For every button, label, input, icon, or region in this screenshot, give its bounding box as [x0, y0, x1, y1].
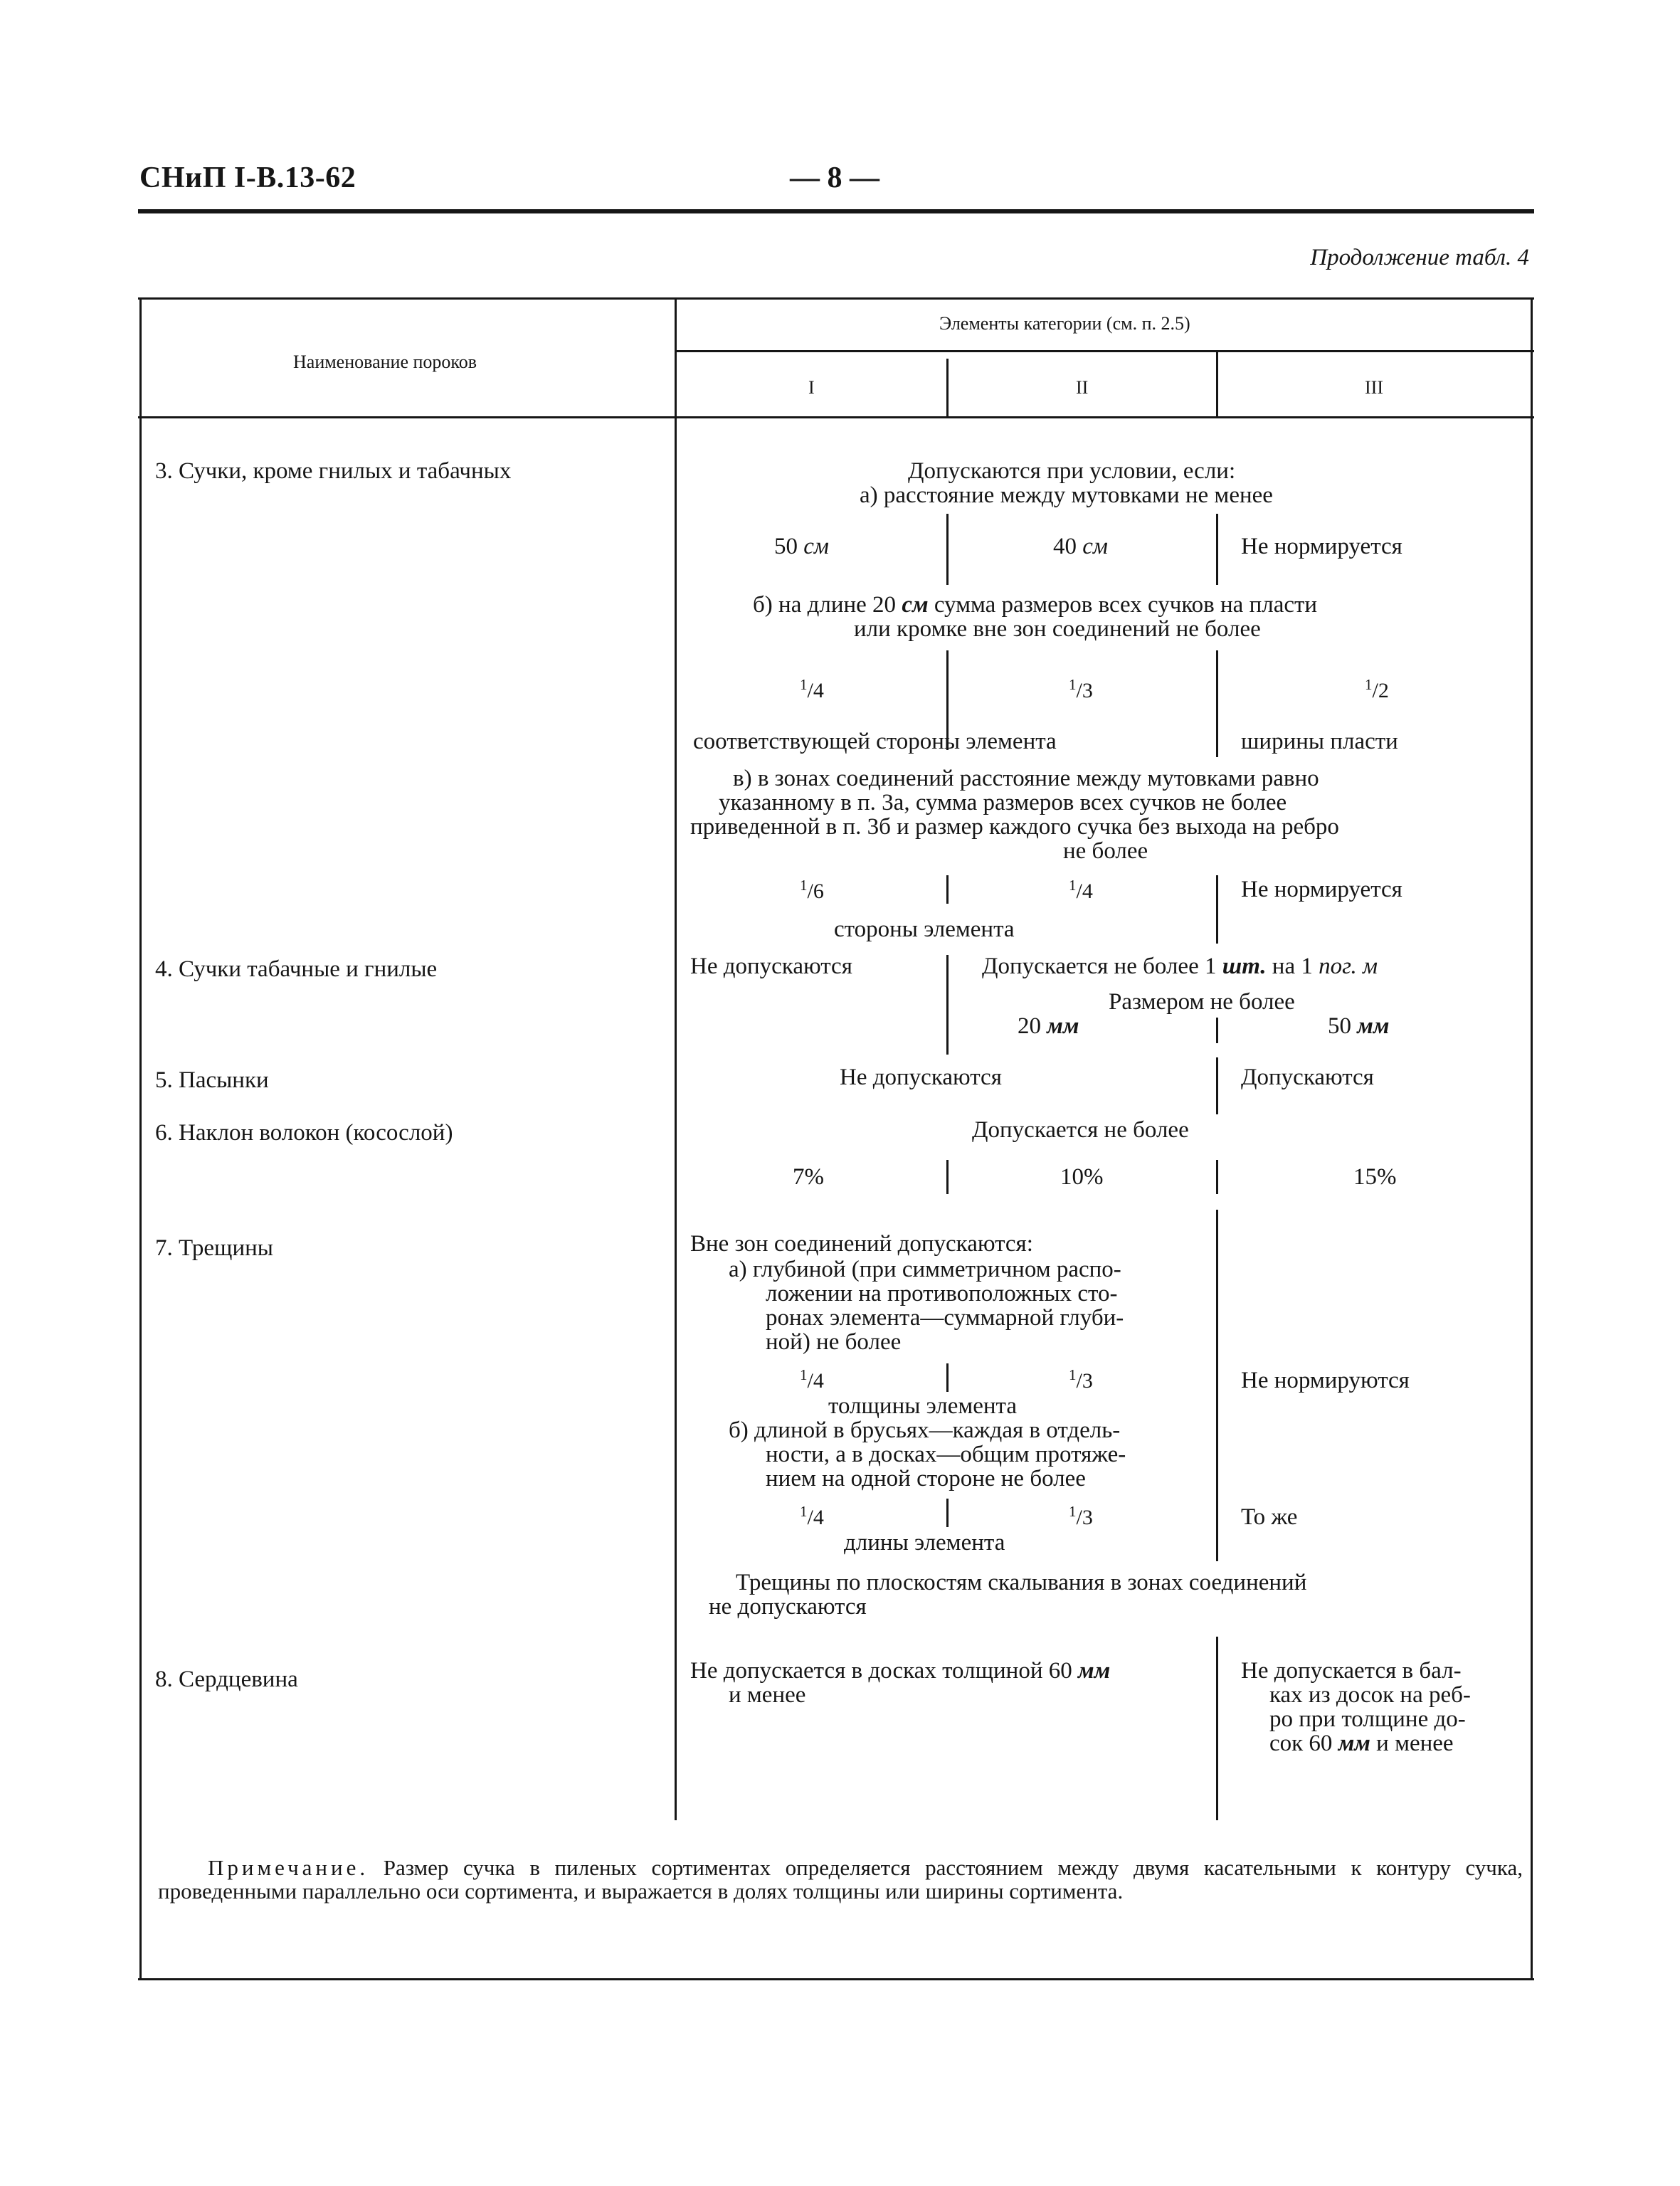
table-top-border: [138, 297, 1534, 300]
cracks-a-divider: [946, 1363, 949, 1392]
knots-condition-intro: Допускаются при условии, если:: [908, 458, 1236, 484]
table-bottom-border: [138, 1978, 1534, 1980]
slope-of-grain-cat1: 7%: [793, 1164, 824, 1190]
knots-a-divider-1: [946, 514, 949, 585]
table-continuation-caption: Продолжение табл. 4: [1310, 245, 1529, 270]
suckers-cat12: Не допускаются: [840, 1065, 1002, 1090]
cracks-a-line3: ронах элемента—суммарной глуби-: [766, 1305, 1124, 1331]
column-header-category-1: I: [808, 377, 815, 398]
defect-name-rotten-knots: 4. Сучки табачные и гнилые: [155, 956, 438, 982]
cracks-shear-note-line2: не допускаются: [709, 1594, 867, 1620]
defect-name-cracks: 7. Трещины: [155, 1235, 273, 1261]
rotten-knots-size-cat3: 50 мм: [1328, 1013, 1390, 1039]
cracks-b-cat3: То же: [1241, 1504, 1298, 1530]
slope-of-grain-divider-1: [946, 1160, 949, 1194]
knots-a-divider-2: [1216, 514, 1218, 585]
cracks-a-line1: а) глубиной (при симметричном распо-: [729, 1257, 1121, 1282]
defect-name-slope-of-grain: 6. Наклон волокон (косослой): [155, 1120, 453, 1146]
header-rule: [138, 209, 1534, 213]
column-header-defects: Наименование пороков: [293, 352, 477, 372]
pith-cat3-line1: Не допускается в бал-: [1241, 1658, 1462, 1684]
footnote-label: Примечание.: [208, 1855, 369, 1880]
rotten-knots-cat23: Допускается не более 1 шт. на 1 пог. м: [982, 954, 1378, 979]
knots-b-cat2-fraction: $^1$/3: [1069, 676, 1093, 702]
knots-b-divider-2: [1216, 650, 1218, 757]
pith-cat3-line3: ро при толщине до-: [1269, 1706, 1466, 1732]
defect-name-suckers: 5. Пасынки: [155, 1067, 269, 1093]
cracks-a-line2: ложении на противоположных сто-: [766, 1281, 1118, 1306]
knots-condition-a: а) расстояние между мутовками не менее: [860, 482, 1273, 508]
pith-cat3-line2: ках из досок на реб-: [1269, 1682, 1471, 1708]
cracks-b-cat2-fraction: $^1$/3: [1069, 1503, 1093, 1529]
cracks-b-line2: ности, а в досках—общим протяже-: [766, 1442, 1126, 1467]
knots-condition-v-line1: в) в зонах соединений расстояние между мутовками равно: [733, 766, 1319, 791]
knots-condition-b-line1: б) на длине 20 см сумма размеров всех сучков на пласти: [753, 592, 1318, 618]
slope-of-grain-divider-2: [1216, 1160, 1218, 1194]
cracks-a-cat3: Не нормируются: [1241, 1368, 1410, 1393]
column-header-categories: Элементы категории (см. п. 2.5): [939, 313, 1190, 334]
cracks-a-thickness-note: толщины элемента: [828, 1393, 1018, 1419]
header-divider-cat2-cat3: [1216, 352, 1218, 417]
pith-divider: [1216, 1637, 1218, 1820]
knots-b-cat1-fraction: $^1$/4: [800, 676, 824, 702]
cracks-a-line4: ной) не более: [766, 1329, 902, 1355]
knots-condition-v-line4: не более: [1063, 838, 1148, 864]
knots-v-divider-2: [1216, 875, 1218, 944]
knots-a-cat1: 50 см: [774, 534, 829, 559]
knots-condition-v-line2: указанному в п. 3а, сумма размеров всех сучков не более: [719, 790, 1287, 815]
knots-v-cat2-fraction: $^1$/4: [1069, 877, 1093, 903]
slope-of-grain-cat2: 10%: [1060, 1164, 1104, 1190]
knots-v-cat1-fraction: $^1$/6: [800, 877, 824, 903]
table-left-border: [139, 297, 142, 1980]
rotten-knots-size-label: Размером не более: [1109, 989, 1295, 1015]
knots-v-divider-1: [946, 875, 949, 904]
cracks-b-line1: б) длиной в брусьях—каждая в отдель-: [729, 1417, 1121, 1443]
suckers-cat3: Допускаются: [1241, 1065, 1374, 1090]
knots-condition-v-line3: приведенной в п. 3б и размер каждого сучка без выхода на ребро: [690, 814, 1339, 840]
knots-v-side-note: стороны элемента: [834, 917, 1015, 942]
cracks-b-divider: [946, 1499, 949, 1527]
page-number: — 8 —: [790, 162, 879, 194]
table-header-bottom-border: [138, 416, 1534, 418]
pith-cat12-line2: и менее: [729, 1682, 806, 1708]
knots-condition-b-line2: или кромке вне зон соединений не более: [854, 616, 1261, 642]
pith-cat3-line4: сок 60 мм и менее: [1269, 1731, 1454, 1756]
pith-cat12-line1: Не допускается в досках толщиной 60 мм: [690, 1658, 1111, 1684]
cracks-a-cat1-fraction: $^1$/4: [800, 1366, 824, 1393]
rotten-knots-size-cat2: 20 мм: [1018, 1013, 1079, 1039]
cracks-b-length-note: длины элемента: [844, 1530, 1005, 1556]
slope-of-grain-cat3: 15%: [1353, 1164, 1397, 1190]
cracks-cat3-divider: [1216, 1210, 1218, 1561]
knots-a-cat2: 40 см: [1053, 534, 1108, 559]
cracks-a-cat2-fraction: $^1$/3: [1069, 1366, 1093, 1393]
table-footnote: [158, 1856, 1523, 1903]
rotten-knots-divider-1: [946, 955, 949, 1055]
knots-b-width-note: ширины пласти: [1241, 729, 1398, 754]
defects-column-divider: [675, 297, 677, 1820]
knots-a-cat3: Не нормируется: [1241, 534, 1402, 559]
defect-name-knots: 3. Сучки, кроме гнилых и табачных: [155, 458, 512, 484]
categories-subheader-rule: [675, 350, 1534, 352]
column-header-category-3: III: [1365, 377, 1383, 398]
document-code: СНиП I-В.13-62: [139, 162, 356, 194]
column-header-category-2: II: [1076, 377, 1089, 398]
rotten-knots-divider-2: [1216, 1018, 1218, 1043]
table-right-border: [1531, 297, 1533, 1980]
cracks-lead: Вне зон соединений допускаются:: [690, 1231, 1033, 1257]
rotten-knots-cat1: Не допускаются: [690, 954, 852, 979]
slope-of-grain-heading: Допускается не более: [972, 1117, 1189, 1143]
footnote-text: Размер сучка в пиленых сортиментах определяется расстоянием между двумя касательными к контуру сучка, проведенными параллельно оси сортимента, и выражается в долях толщины или ширины сортимента.: [158, 1855, 1523, 1903]
cracks-shear-note-line1: Трещины по плоскостям скалывания в зонах соединений: [736, 1570, 1307, 1595]
cracks-b-cat1-fraction: $^1$/4: [800, 1503, 824, 1529]
knots-v-cat3: Не нормируется: [1241, 877, 1402, 902]
suckers-divider: [1216, 1057, 1218, 1114]
knots-b-cat3-fraction: $^1$/2: [1365, 676, 1389, 702]
defect-name-pith: 8. Сердцевина: [155, 1667, 298, 1692]
header-divider-cat1-cat2: [946, 359, 949, 417]
knots-b-side-note: соответствующей стороны элемента: [693, 729, 1057, 754]
cracks-b-line3: нием на одной стороне не более: [766, 1466, 1086, 1491]
